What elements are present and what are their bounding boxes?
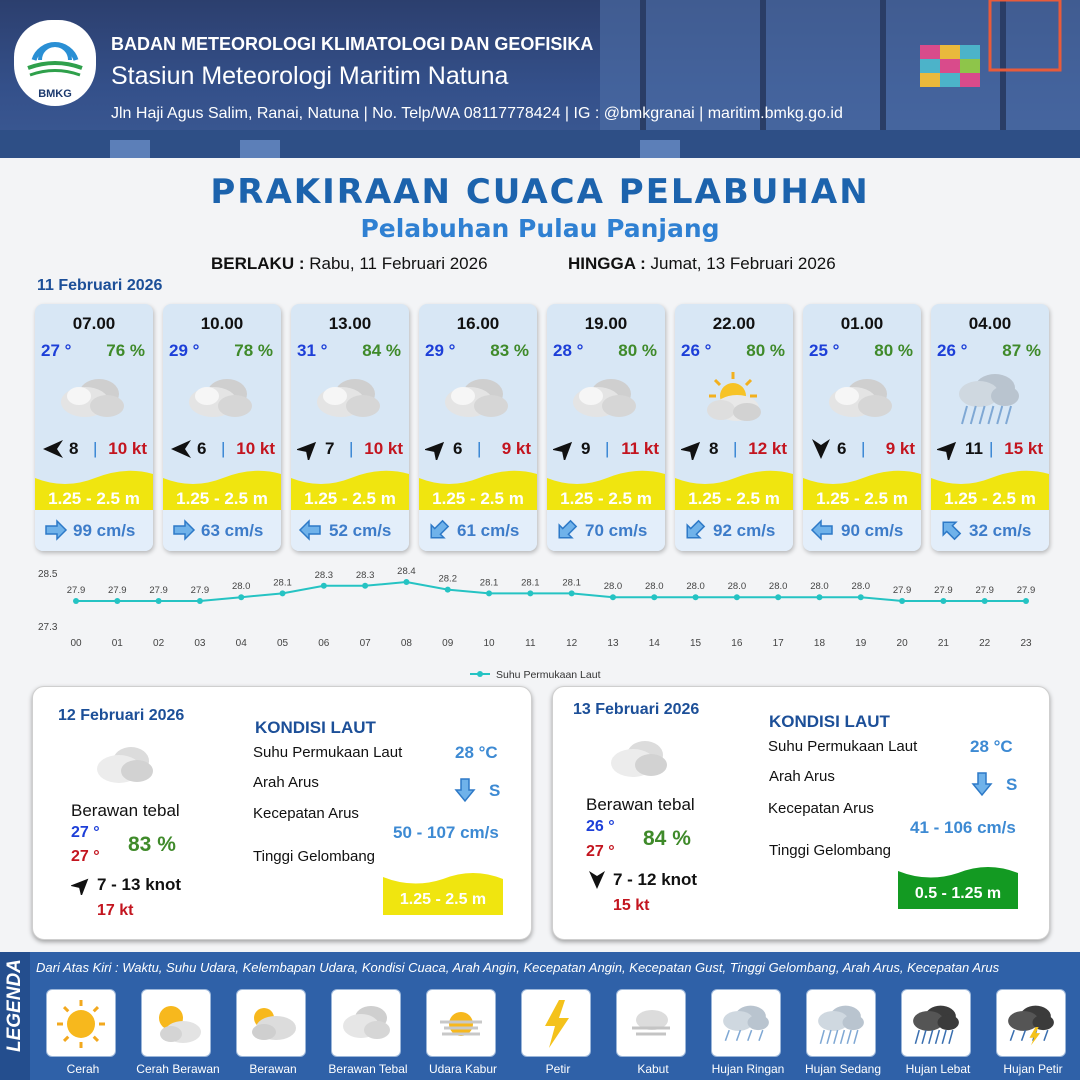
separator: |: [733, 439, 738, 458]
x-tick-label: 02: [153, 638, 165, 649]
forecast-current-speed: 52 cm/s: [329, 521, 392, 540]
legend-item: [988, 986, 1078, 1080]
sst-data-label: 27.9: [149, 585, 168, 596]
berawan-tebal-icon: [605, 733, 675, 783]
day2-sst: 28 °C: [455, 743, 498, 762]
legend-item: [703, 986, 793, 1080]
sst-data-label: 28.0: [727, 581, 747, 593]
header-banner: [0, 0, 1080, 158]
forecast-time: 19.00: [584, 314, 628, 333]
x-tick-label: 04: [235, 638, 247, 649]
sst-data-label: 28.0: [686, 581, 705, 593]
arrow-southwest-icon: [553, 517, 581, 543]
arrow-northeast-icon: [425, 438, 449, 460]
sst-data-label: 27.9: [892, 585, 912, 596]
day2-wave-label: Tinggi Gelombang: [253, 848, 376, 865]
sst-data-point: [651, 594, 657, 600]
forecast-card: [803, 304, 921, 551]
day2-gust: 17 kt: [97, 902, 134, 919]
x-tick-label: 22: [979, 638, 991, 649]
x-tick-label: 15: [690, 638, 702, 649]
sst-data-point: [527, 590, 533, 596]
forecast-humidity: 80 %: [618, 341, 657, 360]
forecast-time: 07.00: [72, 314, 116, 333]
sst-data-label: 28.0: [231, 581, 251, 593]
sst-data-point: [982, 598, 988, 604]
day3-date: 13 Februari 2026: [573, 701, 700, 718]
forecast-humidity: 76 %: [106, 341, 145, 360]
day3-temp-min: 26 °: [586, 818, 615, 835]
forecast-wind-speed: 6: [837, 439, 847, 458]
day2-current-speed-label: Kecepatan Arus: [253, 805, 359, 822]
legend-item-label: Petir: [545, 1062, 571, 1076]
forecast-gust: 11 kt: [621, 439, 659, 458]
day2-current-speed: 50 - 107 cm/s: [393, 823, 499, 842]
forecast-wave: 1.25 - 2.5 m: [688, 489, 780, 508]
legend-item: [133, 986, 223, 1080]
y-tick-label: 27.3: [38, 622, 58, 633]
forecast-wave: 1.25 - 2.5 m: [816, 489, 908, 508]
sst-data-point: [816, 594, 822, 600]
legend-title: LEGENDA: [4, 959, 25, 1052]
day2-current-dir: S: [489, 781, 501, 800]
berawan-tebal-icon: [331, 989, 401, 1057]
sst-data-label: 28.0: [851, 581, 871, 593]
forecast-temp: 26 °: [937, 341, 968, 360]
day2-sst-label: Suhu Permukaan Laut: [253, 744, 403, 761]
legend-item: [608, 986, 698, 1080]
forecast-card: [931, 304, 1049, 551]
forecast-wave: 1.25 - 2.5 m: [560, 489, 652, 508]
forecast-wind-speed: 7: [325, 439, 335, 458]
berawan-tebal-icon: [55, 370, 131, 426]
forecast-current-speed: 61 cm/s: [457, 521, 520, 540]
x-tick-label: 00: [70, 638, 82, 649]
legend-item-label: Cerah: [66, 1062, 100, 1076]
legend-item: [893, 986, 983, 1080]
sst-data-label: 28.0: [768, 581, 788, 593]
day3-sst: 28 °C: [970, 737, 1013, 756]
x-tick-label: 13: [607, 638, 619, 649]
forecast-card: [35, 304, 153, 551]
forecast-gust: 10 kt: [108, 439, 147, 458]
legend-series-name: Suhu Permukaan Laut: [496, 669, 601, 681]
x-tick-label: 17: [772, 638, 784, 649]
forecast-current-speed: 90 cm/s: [841, 521, 904, 540]
bmkg-logo: [14, 20, 96, 106]
arrow-south-icon: [809, 438, 833, 460]
cerah-berawan-icon: [141, 989, 211, 1057]
forecast-gust: 9 kt: [501, 439, 531, 458]
day2-humidity: 83 %: [128, 833, 176, 856]
x-tick-label: 03: [194, 638, 206, 649]
x-tick-label: 14: [648, 638, 660, 649]
x-tick-label: 08: [400, 638, 412, 649]
separator: |: [349, 439, 354, 458]
sst-data-label: 28.4: [397, 566, 416, 577]
day3-gust: 15 kt: [613, 897, 650, 914]
hujan-sedang-icon: [951, 370, 1027, 426]
legend-item-label: Berawan Tebal: [328, 1062, 408, 1076]
forecast-temp: 25 °: [809, 341, 840, 360]
day3-panel: [552, 686, 1050, 940]
legend-item-label: Berawan: [249, 1062, 297, 1076]
sst-data-label: 27.9: [66, 585, 86, 596]
forecast-wind-speed: 6: [197, 439, 207, 458]
legend-item-label: Kabut: [637, 1062, 669, 1076]
arrow-west-icon: [41, 438, 65, 460]
forecast-current-speed: 70 cm/s: [585, 521, 648, 540]
day2-wave: 1.25 - 2.5 m: [399, 891, 487, 908]
arrow-southwest-icon: [425, 517, 453, 543]
arrow-south-icon: [586, 870, 608, 890]
sst-data-point: [362, 583, 368, 589]
forecast-humidity: 87 %: [1002, 341, 1041, 360]
sst-data-point: [73, 598, 79, 604]
validity-from-label: BERLAKU :: [211, 254, 305, 273]
arrow-east-icon: [41, 517, 69, 543]
sst-data-point: [114, 598, 120, 604]
validity-from-value: Rabu, 11 Februari 2026: [309, 254, 488, 273]
legend-item: [418, 986, 508, 1080]
legend-marker: [477, 671, 483, 677]
forecast-wind-speed: 6: [453, 439, 463, 458]
arrow-northeast-icon: [71, 875, 93, 895]
forecast-humidity: 80 %: [746, 341, 785, 360]
sst-data-label: 28.0: [645, 581, 664, 593]
x-tick-label: 01: [111, 638, 123, 649]
arrow-southwest-icon: [681, 517, 709, 543]
validity-to: [568, 254, 836, 274]
petir-icon: [521, 989, 591, 1057]
separator: |: [605, 439, 610, 458]
sst-data-point: [858, 594, 864, 600]
arrow-south-icon: [971, 771, 993, 797]
sst-data-label: 27.9: [1016, 585, 1036, 596]
sst-data-point: [1023, 598, 1029, 604]
day3-wind: 7 - 12 knot: [613, 870, 698, 889]
page-subtitle: Pelabuhan Pulau Panjang: [360, 214, 720, 243]
day3-temp-max: 27 °: [586, 843, 615, 860]
x-tick-label: 12: [566, 638, 578, 649]
forecast-humidity: 78 %: [234, 341, 273, 360]
day2-sea-heading: KONDISI LAUT: [255, 718, 376, 737]
separator: |: [477, 439, 482, 458]
hujan-lebat-icon: [901, 989, 971, 1057]
x-tick-label: 09: [442, 638, 454, 649]
sst-data-point: [445, 587, 451, 593]
day2-date: 12 Februari 2026: [58, 707, 185, 724]
day3-current-speed: 41 - 106 cm/s: [910, 818, 1016, 837]
station-name: Stasiun Meteorologi Maritim Natuna: [111, 62, 509, 90]
forecast-card: [419, 304, 537, 551]
sst-data-point: [156, 598, 162, 604]
legend-description: Dari Atas Kiri : Waktu, Suhu Udara, Kelembapan Udara, Kondisi Cuaca, Arah Angin, Kecepatan Angin, Kecepatan Gust, Tinggi Gelombang, Arah Arus, Kecepatan Arus: [36, 960, 1000, 975]
forecast-current-speed: 99 cm/s: [73, 521, 136, 540]
validity-to-value: Jumat, 13 Februari 2026: [650, 254, 836, 273]
berawan-icon: [236, 989, 306, 1057]
legend-item-label: Hujan Petir: [1003, 1062, 1063, 1076]
forecast-time: 16.00: [456, 314, 500, 333]
sst-data-label: 28.3: [314, 569, 334, 581]
day2-current-dir-label: Arah Arus: [253, 774, 319, 791]
station-address: Jln Haji Agus Salim, Ranai, Natuna | No. Telp/WA 08117778424 | IG : @bmkgranai | maritim.bmkg.go.id: [111, 105, 843, 122]
day3-current-speed-label: Kecepatan Arus: [768, 800, 874, 817]
day3-wave: 0.5 - 1.25 m: [914, 885, 1002, 902]
agency-name: BADAN METEOROLOGI KLIMATOLOGI DAN GEOFISIKA: [111, 34, 594, 54]
sst-data-point: [693, 594, 699, 600]
forecast-current-speed: 32 cm/s: [969, 521, 1032, 540]
forecast-wind-speed: 11: [965, 439, 983, 458]
x-tick-label: 05: [276, 638, 289, 649]
day3-sea-heading: KONDISI LAUT: [769, 712, 890, 731]
sst-data-point: [403, 579, 409, 585]
arrow-west-icon: [297, 517, 325, 543]
legend-bar: [0, 952, 1080, 1080]
legend-item: [798, 986, 888, 1080]
forecast-temp: 29 °: [425, 341, 456, 360]
forecast-humidity: 84 %: [362, 341, 401, 360]
sst-data-label: 28.3: [355, 569, 375, 581]
sst-data-point: [899, 598, 905, 604]
hujan-ringan-icon: [711, 989, 781, 1057]
legend-item: [228, 986, 318, 1080]
berawan-icon: [695, 370, 771, 426]
sst-data-point: [280, 590, 286, 596]
day3-humidity: 84 %: [643, 827, 691, 850]
arrow-east-icon: [169, 517, 197, 543]
legend-item-label: Hujan Sedang: [804, 1062, 882, 1076]
forecast-humidity: 83 %: [490, 341, 529, 360]
forecast-temp: 28 °: [553, 341, 584, 360]
sst-data-point: [775, 594, 781, 600]
sst-data-label: 27.9: [975, 585, 994, 596]
sst-data-label: 28.2: [438, 573, 457, 585]
forecast-temp: 29 °: [169, 341, 200, 360]
legend-item-label: Hujan Lebat: [905, 1062, 971, 1076]
day3-current-dir: S: [1006, 775, 1018, 794]
udara-kabur-icon: [426, 989, 496, 1057]
forecast-time: 01.00: [840, 314, 884, 333]
sst-data-point: [940, 598, 946, 604]
hujan-petir-icon: [996, 989, 1066, 1057]
forecast-wave: 1.25 - 2.5 m: [432, 489, 524, 508]
day2-condition: Berawan tebal: [71, 801, 180, 820]
forecast-temp: 31 °: [297, 341, 328, 360]
sst-data-point: [486, 590, 492, 596]
separator: |: [861, 439, 866, 458]
x-tick-label: 10: [483, 638, 495, 649]
x-tick-label: 18: [813, 638, 826, 649]
kabut-icon: [616, 989, 686, 1057]
separator: |: [989, 439, 994, 458]
forecast-wave: 1.25 - 2.5 m: [944, 489, 1036, 508]
berawan-tebal-icon: [91, 739, 161, 789]
sst-data-label: 28.1: [273, 577, 292, 589]
sst-data-label: 28.0: [603, 581, 623, 593]
sst-data-label: 28.1: [479, 577, 499, 589]
forecast-wave: 1.25 - 2.5 m: [48, 489, 140, 508]
forecast-wind-speed: 8: [69, 439, 79, 458]
logo-text: BMKG: [38, 88, 72, 100]
forecast-wind-speed: 8: [709, 439, 719, 458]
x-tick-label: 19: [855, 638, 867, 649]
x-tick-label: 23: [1020, 638, 1032, 649]
day2-temp-min: 27 °: [71, 824, 100, 841]
day3-condition: Berawan tebal: [586, 795, 695, 814]
forecast-time: 10.00: [200, 314, 244, 333]
legend-item-label: Udara Kabur: [428, 1062, 498, 1076]
day2-panel: [32, 686, 532, 940]
arrow-south-icon: [454, 777, 476, 803]
day2-temp-max: 27 °: [71, 848, 100, 865]
x-tick-label: 16: [731, 638, 743, 649]
forecast-temp: 26 °: [681, 341, 712, 360]
x-tick-label: 20: [896, 638, 908, 649]
forecast-gust: 12 kt: [748, 439, 787, 458]
sst-data-label: 28.1: [562, 577, 581, 589]
sst-data-label: 28.0: [810, 581, 829, 593]
sst-data-label: 28.1: [521, 577, 540, 589]
forecast-temp: 27 °: [41, 341, 72, 360]
arrow-west-icon: [169, 438, 193, 460]
forecast-gust: 10 kt: [236, 439, 275, 458]
sst-data-point: [569, 590, 575, 596]
sst-data-label: 27.9: [934, 585, 953, 596]
berawan-tebal-icon: [439, 370, 515, 426]
validity-from: [211, 254, 488, 274]
forecast-wave: 1.25 - 2.5 m: [176, 489, 268, 508]
forecast-gust: 9 kt: [885, 439, 915, 458]
legend-item: [323, 986, 413, 1080]
forecast-gust: 15 kt: [1004, 439, 1043, 458]
forecast-current-speed: 63 cm/s: [201, 521, 264, 540]
sst-data-point: [734, 594, 740, 600]
sst-data-point: [197, 598, 203, 604]
sst-data-label: 27.9: [190, 585, 210, 596]
cerah-icon: [46, 989, 116, 1057]
sst-data-point: [321, 583, 327, 589]
forecast-card: [291, 304, 409, 551]
legend-item: [513, 986, 603, 1080]
separator: |: [93, 439, 98, 458]
berawan-tebal-icon: [567, 370, 643, 426]
forecast-time: 22.00: [712, 314, 756, 333]
x-tick-label: 21: [937, 638, 949, 649]
page-title: PRAKIRAAN CUACA PELABUHAN: [210, 172, 870, 212]
arrow-northeast-icon: [937, 438, 961, 460]
validity-to-label: HINGGA :: [568, 254, 646, 273]
day3-sst-label: Suhu Permukaan Laut: [768, 738, 918, 755]
forecast-current-speed: 92 cm/s: [713, 521, 776, 540]
sst-data-point: [238, 594, 244, 600]
sst-series-line: [76, 582, 1026, 601]
x-tick-label: 06: [318, 638, 330, 649]
forecast-gust: 10 kt: [364, 439, 403, 458]
forecast-card: [163, 304, 281, 551]
day3-wave-label: Tinggi Gelombang: [769, 842, 892, 859]
forecast-time: 13.00: [328, 314, 372, 333]
berawan-tebal-icon: [823, 370, 899, 426]
arrow-northeast-icon: [553, 438, 577, 460]
x-tick-label: 07: [359, 638, 371, 649]
forecast-time: 04.00: [968, 314, 1012, 333]
separator: |: [221, 439, 226, 458]
arrow-northeast-icon: [297, 438, 321, 460]
day2-wind: 7 - 13 knot: [97, 875, 182, 894]
forecast-humidity: 80 %: [874, 341, 913, 360]
sst-line-chart: [30, 560, 1050, 690]
legend-item: [38, 986, 128, 1080]
berawan-tebal-icon: [183, 370, 259, 426]
x-tick-label: 11: [525, 638, 536, 649]
berawan-tebal-icon: [311, 370, 387, 426]
arrow-northwest-icon: [937, 517, 965, 543]
legend-item-label: Cerah Berawan: [136, 1062, 220, 1076]
forecast-card: [547, 304, 665, 551]
forecast-wave: 1.25 - 2.5 m: [304, 489, 396, 508]
forecast-card: [675, 304, 793, 551]
legend-item-label: Hujan Ringan: [711, 1062, 785, 1076]
arrow-northeast-icon: [681, 438, 705, 460]
hujan-sedang-icon: [806, 989, 876, 1057]
sst-data-point: [610, 594, 616, 600]
y-tick-label: 28.5: [38, 569, 58, 580]
day3-current-dir-label: Arah Arus: [769, 768, 835, 785]
sst-data-label: 27.9: [108, 585, 127, 596]
day1-date: 11 Februari 2026: [37, 277, 163, 294]
forecast-wind-speed: 9: [581, 439, 591, 458]
arrow-west-icon: [809, 517, 837, 543]
